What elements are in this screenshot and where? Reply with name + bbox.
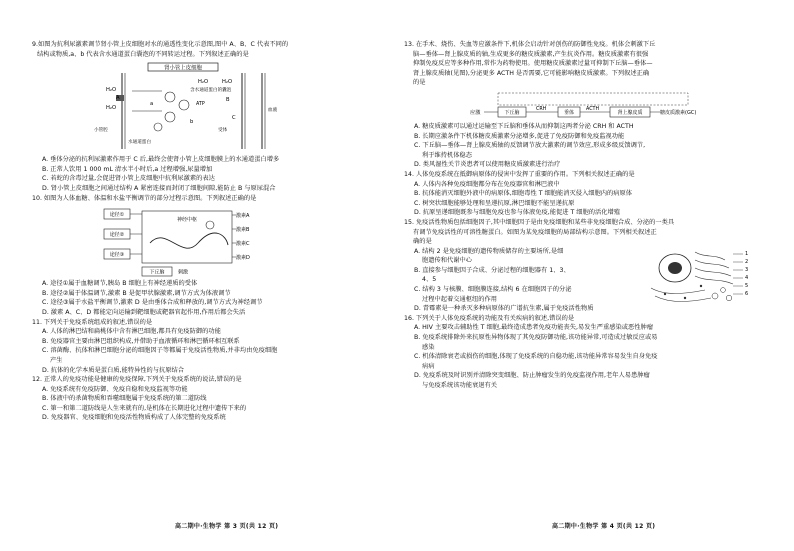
q14-option-c: C. 树突状细胞能够处理和呈递抗原,淋巴细胞不能呈递抗原 <box>414 199 575 207</box>
q13-diagram <box>464 90 724 120</box>
question-16 <box>404 314 759 391</box>
q11-stem: 11. 下列关于免疫系统组成的叙述,错误的是 <box>32 318 153 326</box>
q12-option-d: D. 免疫器官、免疫细胞和免疫活性物质构成了人体完整的免疫系统 <box>42 414 226 422</box>
q11-option-d: D. 抗体的化学本质是蛋白质,能特异性的与抗原结合 <box>42 366 185 374</box>
q15-option-c-cont: 过程中起着交通枢纽的作用 <box>422 295 497 303</box>
q13-node-adrenal: 肾上腺皮质 <box>617 109 643 116</box>
q10-box-path3: 途径③ <box>109 252 125 259</box>
question-13 <box>404 40 759 170</box>
q10-figure <box>102 205 302 277</box>
q10-box-hormone-d: 激素D <box>236 255 250 262</box>
q9-option-a: A. 垂体分泌的抗利尿激素作用于 C 后,最终会使肾小管上皮细胞膜上的水通道蛋白增多 <box>42 156 280 164</box>
q9-label-channel: 水通道蛋白 <box>128 140 151 146</box>
q9-label-b-struct: B <box>226 97 230 104</box>
q13-option-a: A. 糖皮质激素可以通过运输至下丘脑和垂体从而抑制这两者分泌 CRH 和 ACTH <box>414 122 634 130</box>
question-12 <box>32 375 387 423</box>
q10-option-a: A. 途径①属于血糖调节,胰岛 B 细胞上有神经递质的受体 <box>42 280 198 288</box>
q9-label-b-process: b <box>190 119 194 126</box>
q13-option-d: D. 类风湿性关节炎患者可以使用糖皮质激素进行治疗 <box>414 161 561 169</box>
q14-option-d: D. 抗原呈递细胞既参与细胞免疫也参与体液免疫,能促进 T 细胞的活化增殖 <box>414 209 621 217</box>
q12-stem: 12. 正常人的免疫功能是健康的免疫保障,下列关于免疫系统的说法,错误的是 <box>32 376 242 384</box>
q13-option-c-cont: 利于维持机体稳态 <box>422 151 472 159</box>
q15-label-3: 3 <box>745 266 749 273</box>
q10-box-path2: 途径② <box>109 232 125 239</box>
q11-option-b: B. 免疫器官主要由淋巴组织构成,并借助于血液循环和淋巴循环相互联系 <box>42 337 240 345</box>
q9-label-blood: 血液 <box>268 108 278 114</box>
q15-label-5: 5 <box>745 282 749 289</box>
q9-label-h2o-4: H₂O <box>222 79 233 86</box>
q10-box-hormone-a: 激素A <box>236 213 250 220</box>
q12-option-a: A. 免疫系统有免疫防御、免疫自稳和免疫监视等功能 <box>42 385 188 393</box>
q16-option-b-cont: 感染 <box>422 343 435 351</box>
q13-option-c: C. 下丘脑—垂体—肾上腺皮质轴的反馈调节放大激素的调节效应,形成多级反馈调节, <box>414 142 646 150</box>
q9-label-atp: ATP <box>196 102 205 108</box>
q14-option-b: B. 抗体能消灭细胞外液中的病原体,细胞毒性 T 细胞能消灭侵入细胞内的病原体 <box>414 190 633 198</box>
q13-stem-line4: 肾上腺皮质轴(见图),分泌更多 ACTH 是否需要,它可能影响糖皮质激素。下列叙述正确 <box>413 69 650 77</box>
q11-option-c-cont: 产生 <box>50 356 63 364</box>
q10-stem: 10. 如图为人体血糖、体温和水盐平衡调节的部分过程示意图。下列叙述正确的是 <box>32 194 257 202</box>
q9-top-label: 肾小管上皮细胞 <box>164 65 202 72</box>
q16-option-c-cont: 病病 <box>422 362 435 370</box>
q10-box-hormone-b: 激素B <box>236 227 250 234</box>
q9-label-vesicle: 含水通道蛋白的囊泡 <box>190 88 232 94</box>
q16-option-d-cont: 与免疫系统该功能衰退有关 <box>422 382 497 389</box>
q13-stem-line2: 脑—垂体—肾上腺皮质的轴,生成更多的糖皮质激素,产生抗炎作用。糖皮质激素有很强 <box>413 50 649 58</box>
question-14 <box>404 170 759 218</box>
q13-stem-line5: 的是 <box>413 79 426 87</box>
question-15 <box>404 218 759 314</box>
q14-option-a: A. 人体内各种免疫细胞都分布在免疫器官和淋巴液中 <box>414 180 560 188</box>
q10-option-b: B. 途径②属于体温调节,激素 B 是促甲状腺激素,调节方式为体液调节 <box>42 289 231 297</box>
q9-label-h2o-1: H₂O <box>106 87 117 94</box>
q15-option-a-cont: 胞遗传和代谢中心 <box>422 257 472 265</box>
q15-label-1: 1 <box>745 250 749 257</box>
q13-stem-line1: 13. 在手术、烧伤、失血等应激条件下,机体会启动针对创伤的防御性免疫。机体会刺激下丘 <box>404 41 656 48</box>
q10-box-center: 神经中枢 <box>176 217 198 224</box>
q13-figure <box>464 90 724 120</box>
q13-node-hypothalamus: 下丘脑 <box>504 109 520 116</box>
q9-figure <box>92 61 292 153</box>
q10-diagram <box>102 205 302 277</box>
q10-option-c: C. 途径③属于水盐平衡调节,激素 D 是由垂体合成和释放的,调节方式为神经调节 <box>42 299 263 307</box>
q9-label-h2o-3: H₂O <box>198 79 209 86</box>
q14-stem: 14. 人体免疫系统在抵御病原体的侵害中发挥了重要的作用。下列相关叙述正确的是 <box>404 170 635 178</box>
q13-node-stress: 应激 <box>470 109 481 116</box>
q11-option-a: A. 人体的淋巴结和扁桃体中含有淋巴细胞,都具有免疫防御的功能 <box>42 328 221 336</box>
q13-stem-line3: 抑制免疫反应等多种作用,常作为药物使用。使用糖皮质激素过量可抑制下丘脑—垂体— <box>413 60 653 68</box>
q16-stem: 16. 下列关于人体免疫系统的功能及有关疾病的叙述,错误的是 <box>404 314 575 322</box>
q15-stem-line3: 确的是 <box>413 238 432 246</box>
q9-label-a-struct: A <box>116 95 120 102</box>
q15-stem-line1: 15. 免疫活性物质包括细胞因子,其中细胞因子是由免疫细胞和某些非免疫细胞合成、分泌的一类具 <box>404 218 675 226</box>
q13-node-pituitary: 垂体 <box>563 109 575 116</box>
page-footer-right: 高二期中·生物学 第 4 页(共 12 页) <box>552 523 656 530</box>
q9-diagram <box>92 61 292 153</box>
q15-option-c: C. 结构 3 与核膜、细胞膜连接,结构 6 在细胞因子的分泌 <box>414 286 572 294</box>
q15-figure <box>645 246 757 308</box>
q15-option-b: B. 直接参与细胞因子合成、分泌过程的细胞器有 1、3、 <box>414 266 570 274</box>
q15-label-6: 6 <box>745 290 749 297</box>
q10-box-bottom: 下丘脑 <box>149 269 165 276</box>
q13-node-crh: CRH <box>536 106 547 112</box>
q15-option-a: A. 结构 2 是免疫细胞的遗传物质储存的主要场所,是细 <box>414 247 564 255</box>
q13-option-b: B. 长期应激条件下机体糖皮质激素分泌增多,促进了免疫防御和免疫监视功能 <box>414 132 625 140</box>
q9-option-c: C. 若蛇的含毒过量,会促进肾小管上皮细胞中抗利尿激素的表达 <box>42 175 215 183</box>
q9-label-h2o-2: H₂O <box>106 105 117 112</box>
q10-option-d: D. 激素 A、C、D 都能定向运输到靶细胞或靶器官起作用,作用后都会失活 <box>42 308 246 316</box>
q13-node-acth: ACTH <box>586 106 600 112</box>
page-footer-left: 高二期中·生物学 第 3 页(共 12 页) <box>175 523 279 530</box>
q15-label-4: 4 <box>745 274 749 281</box>
q15-option-b-cont: 4、5 <box>422 276 437 284</box>
q9-option-b: B. 正常人饮用 1 000 mL 清水半小时后,a 过程增强,尿量增加 <box>42 165 213 173</box>
q9-label-lumen: 小管腔 <box>94 128 108 134</box>
q15-option-d: D. 青霉素是一种杀灭多种病原体的广谱抗生素,属于免疫活性物质 <box>414 305 594 313</box>
q10-box-stim: 刺激 <box>178 269 189 276</box>
q9-label-receptor: 受体 <box>218 128 228 134</box>
question-9 <box>32 40 387 194</box>
q11-option-c: C. 溶菌酶、抗体和淋巴细胞分泌的细胞因子等都属于免疫活性物质,并非均由免疫细胞 <box>42 347 278 355</box>
q9-label-a-process: a <box>150 101 154 108</box>
q9-stem-line2: 结构或物质,a、b 代表含水通道蛋白囊泡的不同转运过程。下列叙述正确的是 <box>37 50 249 58</box>
question-11 <box>32 318 387 376</box>
q16-option-b: B. 免疫系统排除外来抗原性异物体现了其免疫防御功能,该功能异常,可造成过敏反应或易 <box>414 334 658 342</box>
q16-option-a: A. HIV 主要攻击辅助性 T 细胞,最终造成患者免疫功能丧失,易发生严重感染或恶性肿瘤 <box>414 324 653 332</box>
q16-option-c: C. 机体清除衰老或损伤的细胞,体现了免疫系统的自稳功能,该功能异常容易发生自身免疫 <box>414 353 658 361</box>
question-10 <box>32 194 387 318</box>
q9-label-c-struct: C <box>232 115 236 122</box>
q12-option-c: C. 第一和第二道防线是人生来就有的,是机体在长期进化过程中遗传下来的 <box>42 404 247 412</box>
q16-option-d: D. 免疫系统及时识别并清除突变细胞、防止肿瘤发生的免疫监视作用,老年人易患肿瘤 <box>414 372 650 380</box>
q15-stem-line2: 有调节免疫活性的可溶性糖蛋白。如图为某免疫细胞的局部结构示意图。下列相关叙述正 <box>413 228 657 236</box>
q10-box-path1: 途径① <box>109 212 125 219</box>
right-column <box>404 40 759 391</box>
q15-label-2: 2 <box>745 258 749 265</box>
q12-option-b: B. 体液中的杀菌物质和吞噬细胞属于免疫系统的第二道防线 <box>42 395 207 403</box>
q15-cell-diagram <box>645 246 757 308</box>
q13-node-gc: 糖皮质激素(GC) <box>660 109 697 116</box>
left-column <box>32 40 387 423</box>
q9-stem-line1: 9.如图为抗利尿激素调节肾小管上皮细胞对水的通透性变化示意图,图中 A、B、C 代表不同的 <box>32 41 289 48</box>
q9-option-d: D. 肾小管上皮细胞之间通过结构 A 紧密连接而封闭了细胞间隙,能防止 B 与原尿混合 <box>42 184 276 192</box>
q10-box-hormone-c: 激素C <box>236 241 250 248</box>
